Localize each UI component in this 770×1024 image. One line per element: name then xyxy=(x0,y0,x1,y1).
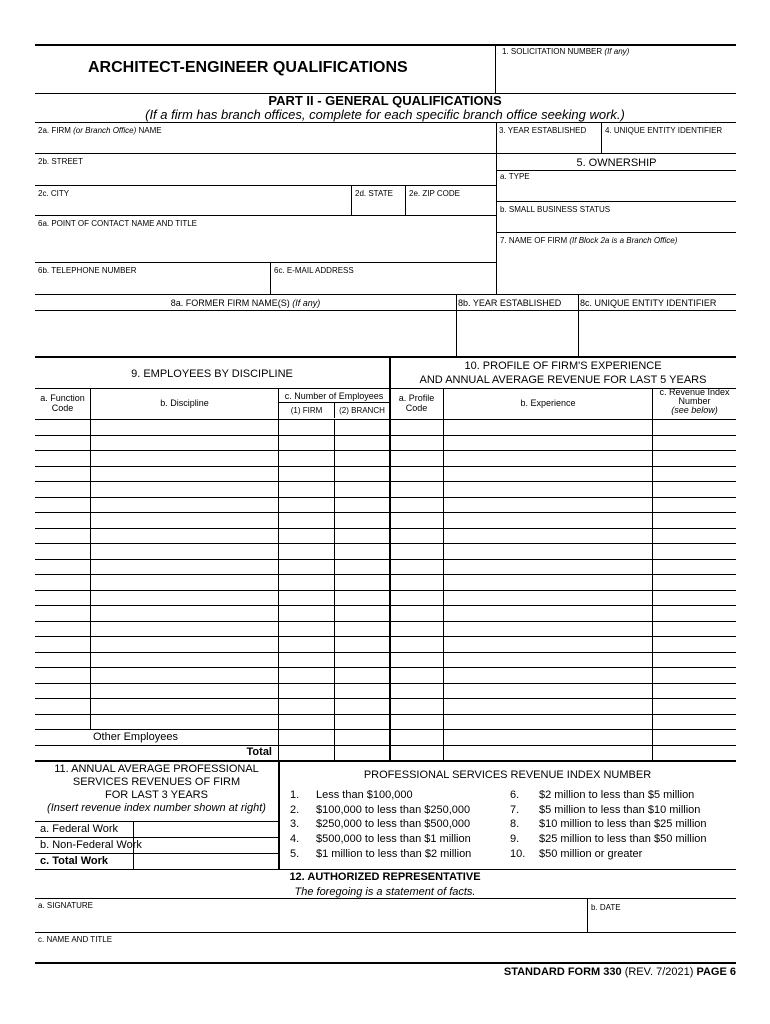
former-names-label: 8a. FORMER FIRM NAME(S) (If any) xyxy=(170,298,321,308)
revenue-index-number: 9. xyxy=(510,833,520,846)
divider xyxy=(35,153,736,154)
form-footer: STANDARD FORM 330 (REV. 7/2021) PAGE 6 xyxy=(503,966,736,978)
top-border xyxy=(35,44,736,46)
revenue-index-number: 1. xyxy=(290,789,300,801)
section10-title: 10. PROFILE OF FIRM'S EXPERIENCE xyxy=(464,360,662,372)
total-label: Total xyxy=(246,746,272,758)
revenue-index-number: 7. xyxy=(510,803,520,816)
email-field[interactable] xyxy=(271,277,495,293)
revenue-index-text: $1 million to less than $2 million xyxy=(316,847,472,860)
section10-subtitle: AND ANNUAL AVERAGE REVENUE FOR LAST 5 YEARS xyxy=(419,374,707,386)
revenue-index-number: 6. xyxy=(510,789,520,801)
city-field[interactable] xyxy=(36,200,350,214)
firm-name-label: 2a. FIRM (or Branch Office) NAME xyxy=(38,126,162,135)
solicitation-number-field[interactable] xyxy=(496,57,736,92)
bottom-border xyxy=(35,962,736,964)
signature-field[interactable] xyxy=(36,911,586,931)
form-title: ARCHITECT-ENGINEER QUALIFICATIONS xyxy=(88,59,408,76)
divider xyxy=(35,898,736,899)
other-employees-label: Other Employees xyxy=(93,731,178,743)
zip-label: 2e. ZIP CODE xyxy=(409,189,460,198)
date-field[interactable] xyxy=(588,913,736,931)
email-label: 6c. E-MAIL ADDRESS xyxy=(274,266,354,275)
street-label: 2b. STREET xyxy=(38,157,83,166)
section9-title: 9. EMPLOYEES BY DISCIPLINE xyxy=(131,368,293,380)
divider xyxy=(35,262,496,263)
small-business-field[interactable] xyxy=(497,216,736,231)
revenue-index-text: $250,000 to less than $500,000 xyxy=(316,818,471,831)
divider xyxy=(496,232,736,233)
name-title-label: c. NAME AND TITLE xyxy=(38,935,113,944)
revenue-index-text: Less than $100,000 xyxy=(316,789,413,801)
revenue-index-title: PROFESSIONAL SERVICES REVENUE INDEX NUMBER xyxy=(363,769,652,781)
non-federal-work-field[interactable] xyxy=(134,838,277,852)
section-border xyxy=(35,356,736,358)
revenue-index-text: $10 million to less than $25 million xyxy=(539,818,707,831)
revenue-index-number: 5. xyxy=(290,847,300,860)
poc-label: 6a. POINT OF CONTACT NAME AND TITLE xyxy=(38,219,197,228)
col-number: c. Number of Employees xyxy=(284,391,384,401)
street-field[interactable] xyxy=(36,168,494,184)
divider xyxy=(496,201,736,202)
divider xyxy=(35,932,736,933)
revenue-index-text: $25 million to less than $50 million xyxy=(539,833,707,846)
former-names-field[interactable] xyxy=(36,311,455,355)
revenue-index-text: $50 million or greater xyxy=(539,847,643,860)
type-label: a. TYPE xyxy=(500,172,530,181)
firm-name-7-label: 7. NAME OF FIRM (If Block 2a is a Branch Office) xyxy=(500,236,678,245)
zip-field[interactable] xyxy=(406,200,495,214)
former-uei-label: 8c. UNIQUE ENTITY IDENTIFIER xyxy=(580,298,717,308)
former-year-field[interactable] xyxy=(457,311,577,355)
table-entry-area[interactable] xyxy=(36,420,736,760)
section-border xyxy=(35,760,736,762)
ownership-type-field[interactable] xyxy=(497,182,736,200)
col-discipline: b. Discipline xyxy=(160,398,209,408)
divider xyxy=(35,294,736,295)
date-label: b. DATE xyxy=(591,903,621,912)
year-established-field[interactable] xyxy=(497,137,600,152)
uei-label: 4. UNIQUE ENTITY IDENTIFIER xyxy=(605,126,723,135)
federal-work-field[interactable] xyxy=(134,822,277,836)
part-subtitle: (If a firm has branch offices, complete for each specific branch office seeking work.) xyxy=(145,107,625,122)
section11-title: 11. ANNUAL AVERAGE PROFESSIONAL SERVICES REVENUES OF FIRM FOR LAST 3 YEARS (Insert revenue index number shown at right) xyxy=(47,763,266,814)
uei-field[interactable] xyxy=(602,137,736,152)
ownership-title: 5. OWNERSHIP xyxy=(576,157,657,169)
signature-label: a. SIGNATURE xyxy=(38,901,93,910)
telephone-label: 6b. TELEPHONE NUMBER xyxy=(38,266,137,275)
city-label: 2c. CITY xyxy=(38,189,70,198)
revenue-index-text: $5 million to less than $10 million xyxy=(539,803,701,816)
col-function: a. Function Code xyxy=(40,393,85,413)
col-branch: (2) BRANCH xyxy=(339,406,385,415)
divider xyxy=(35,122,736,123)
revenue-index-number: 2. xyxy=(290,803,300,816)
firm-name-field[interactable] xyxy=(36,137,494,152)
section12-title: 12. AUTHORIZED REPRESENTATIVE xyxy=(289,871,481,883)
firm-name-7-field[interactable] xyxy=(497,247,736,293)
name-title-field[interactable] xyxy=(36,945,736,961)
revenue-index-number: 10. xyxy=(510,847,526,860)
col-profile: a. Profile Code xyxy=(398,393,435,413)
divider xyxy=(35,215,496,216)
divider xyxy=(35,388,389,389)
small-business-label: b. SMALL BUSINESS STATUS xyxy=(500,205,611,214)
col-experience: b. Experience xyxy=(520,398,576,408)
revenue-index-number: 4. xyxy=(290,833,300,846)
former-year-label: 8b. YEAR ESTABLISHED xyxy=(458,298,562,308)
federal-work-label: a. Federal Work xyxy=(40,823,119,835)
col-revenue: c. Revenue Index Number (see below) xyxy=(659,387,730,415)
section12-subtitle: The foregoing is a statement of facts. xyxy=(294,886,476,898)
divider xyxy=(35,185,496,186)
telephone-field[interactable] xyxy=(36,277,269,293)
solicitation-number-label: 1. SOLICITATION NUMBER (If any) xyxy=(502,47,630,56)
divider xyxy=(35,869,736,870)
state-field[interactable] xyxy=(352,200,404,214)
former-uei-field[interactable] xyxy=(579,311,736,355)
revenue-index-number: 3. xyxy=(290,818,300,831)
state-label: 2d. STATE xyxy=(355,189,393,198)
poc-field[interactable] xyxy=(36,230,494,261)
revenue-index-number: 8. xyxy=(510,818,520,831)
col-firm: (1) FIRM xyxy=(290,406,323,415)
revenue-index-text: $100,000 to less than $250,000 xyxy=(316,803,471,816)
year-established-label: 3. YEAR ESTABLISHED xyxy=(499,126,587,135)
non-federal-work-label: b. Non-Federal Work xyxy=(40,839,142,851)
revenue-index-text: $500,000 to less than $1 million xyxy=(316,833,471,846)
total-work-label: c. Total Work xyxy=(40,855,109,867)
revenue-index-text: $2 million to less than $5 million xyxy=(539,789,695,801)
divider xyxy=(496,170,736,171)
part-title: PART II - GENERAL QUALIFICATIONS xyxy=(268,93,502,108)
total-work-field[interactable] xyxy=(134,854,277,868)
